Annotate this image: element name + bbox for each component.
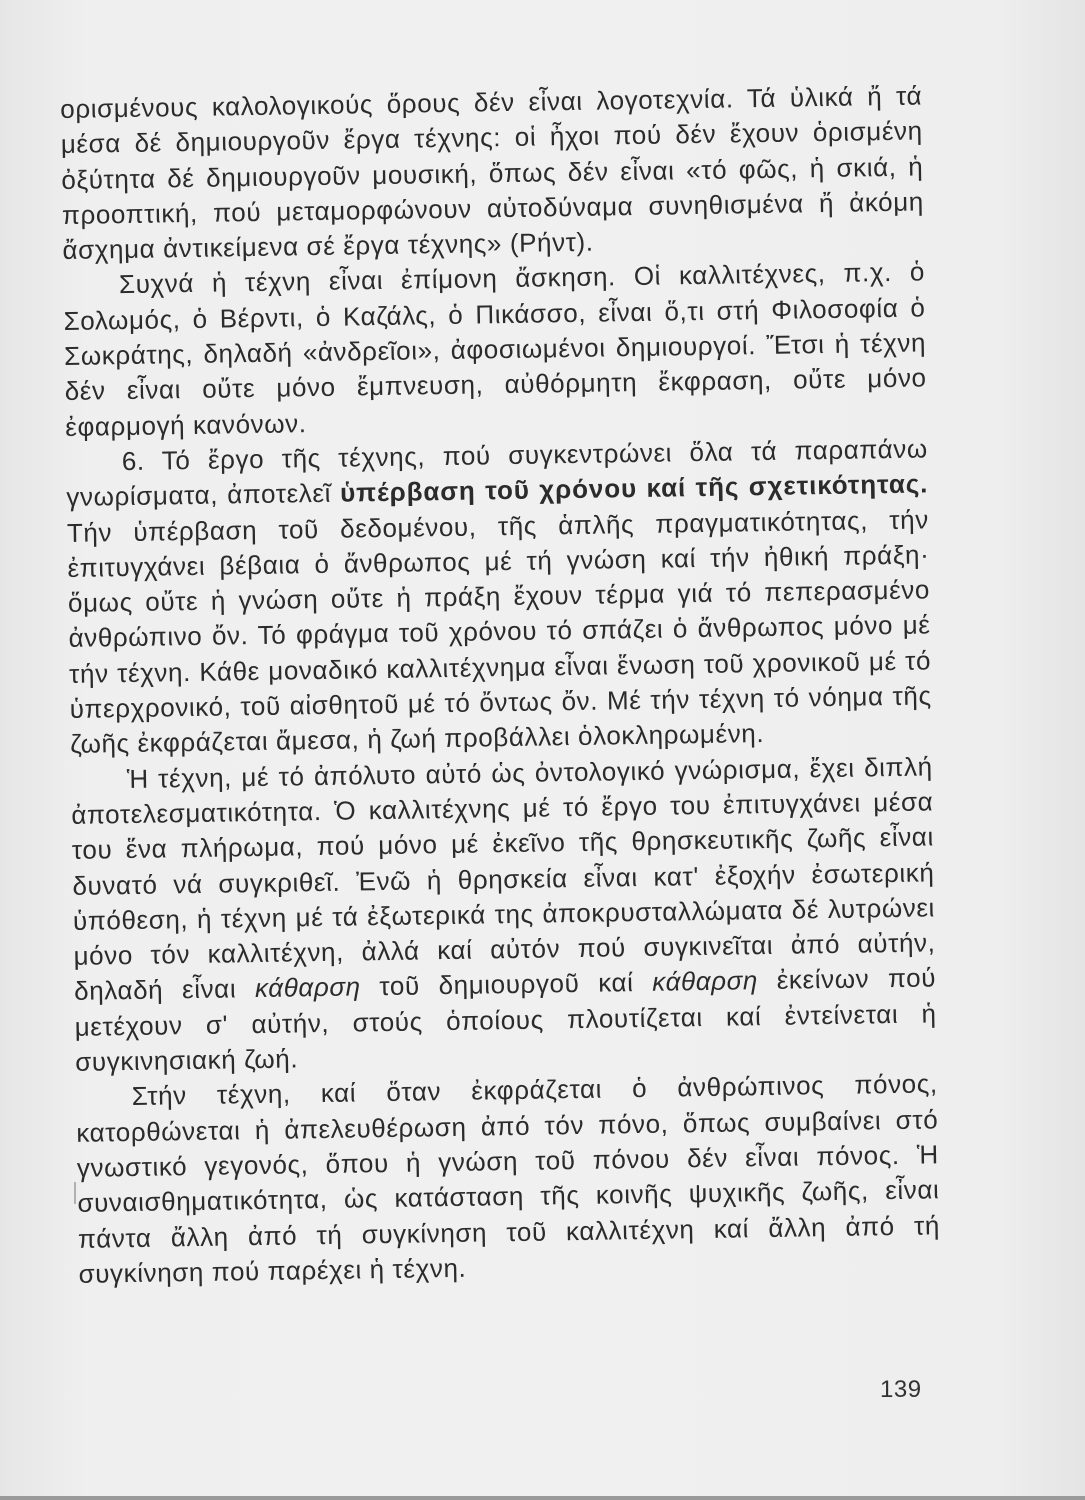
margin-speck	[1045, 305, 1051, 315]
paragraph-3-emphasis: ὑπέρβαση τοῦ χρόνου καί τῆς σχετικότητας.	[339, 468, 929, 508]
paragraph-4	[71, 749, 938, 1080]
paragraph-5: Στήν τέχνη, καί ὅταν ἐκφράζεται ὁ ἀνθρώπινος πόνος, κατορθώνεται ἡ ἀπελευθέρωση ἀπό τόν πόνο, ὅπως συμβαίνει στό γνωστικό γεγονός, ὅπου ἡ γνώση τοῦ πόνου δέν εἶναι πόνος. Ἡ συναισθηματικότητα, ὡς κατάσταση τῆς κοινῆς ψυχικῆς ζωῆς, εἶναι πάντα ἄλλη ἀπό τή συγκίνηση τοῦ καλλιτέχνη καί ἄλλη ἀπό τή συγκίνηση πού παρέχει ἡ τέχνη.	[76, 1068, 941, 1289]
paragraph-3	[66, 431, 933, 762]
paragraph-4-before: Ἡ τέχνη, μέ τό ἀπόλυτο αὐτό ὡς ὀντολογικό γνώρισμα, ἔχει διπλή ἀποτελεσματικότητα. Ὁ καλλιτέχνης μέ τό ἔργο του ἐπιτυγχάνει μέσα του ἕνα πλήρωμα, πού μόνο μέ ἐκεῖνο τῆς θρησκευτικῆς ζωῆς εἶναι δυνατό νά συγκριθεῖ. Ἐνῶ ἡ θρησκεία εἶναι κατ' ἐξοχήν ἐσωτερική ὑπόθεση, ἡ τέχνη μέ τά ἐξωτερικά της ἀποκρυσταλλώματα δέ λυτρώνει μόνο τόν καλλιτέχνη, ἀλλά καί αὐτόν πού συγκινεῖται ἀπό αὐτήν, δηλαδή εἶναι	[71, 751, 936, 1007]
paragraph-1: ορισμένους καλολογικούς ὅρους δέν εἶναι λογοτεχνία. Τά ὑλικά ἤ τά μέσα δέ δημιουργοῦν ἔργα τέχνης: οἱ ἦχοι πού δέν ἔχουν ὁρισμένη ὀξύτητα δέ δημιουργοῦν μουσική, ὅπως δέν εἶναι «τό φῶς, ἡ σκιά, ἡ προοπτική, πού μεταμορφώνουν αὐτοδύναμα συνηθισμένα ἤ ἀκόμη ἄσχημα ἀντικείμενα σέ ἔργα τέχνης» (Ρήντ).	[60, 80, 925, 266]
paragraph-4-italic-katharsi-1: κάθαρση	[254, 971, 361, 1004]
page-bottom-edge	[0, 1496, 1085, 1500]
paragraph-3-rest: Τήν ὑπέρβαση τοῦ δεδομένου, τῆς ἁπλῆς πραγματικότητας, τήν ἐπιτυγχάνει βέβαια ὁ ἄνθρωπος μέ τή γνώση καί τήν ἠθική πράξη· ὅμως οὔτε ἡ γνώση οὔτε ἡ πράξη ἔχουν τέρμα γιά τό πεπερασμένο ἀνθρώπινο ὄν. Τό φράγμα τοῦ χρόνου τό σπάζει ὁ ἄνθρωπος μόνο μέ τήν τέχνη. Κάθε μοναδικό καλλιτέχνημα εἶναι ἕνωση τοῦ χρονικοῦ μέ τό ὑπερχρονικό, τοῦ αἰσθητοῦ μέ τό ὄντως ὄν. Μέ τήν τέχνη τό νόημα τῆς ζωῆς ἐκφράζεται ἄμεσα, ἡ ζωή προβάλλει ὁλοκληρωμένη.	[66, 503, 932, 760]
margin-line-mark	[74, 1182, 76, 1204]
paragraph-3-intro: 6. Τό ἔργο τῆς τέχνης, πού συγκεντρώνει ὅλα τά παραπάνω γνωρίσματα, ἀποτελεῖ	[66, 433, 928, 513]
body-text	[60, 78, 941, 1291]
paragraph-4-italic-katharsi-2: κάθαρση	[652, 965, 759, 998]
page-number: 139	[880, 1376, 922, 1403]
paragraph-4-middle: τοῦ δημιουργοῦ καί	[360, 967, 653, 1002]
paragraph-2: Συχνά ἡ τέχνη εἶναι ἐπίμονη ἄσκηση. Οἱ καλλιτέχνες, π.χ. ὁ Σολωμός, ὁ Βέρντι, ὁ Καζάλς, ὁ Πικάσσο, εἶναι ὅ,τι στή Φιλοσοφία ὁ Σωκράτης, δηλαδή «ἀνδρεῖοι», ἀφοσιωμένοι δημιουργοί. Ἔτσι ἡ τέχνη δέν εἶναι οὔτε μόνο ἔμπνευση, αὐθόρμητη ἔκφραση, οὔτε μόνο ἐφαρμογή κανόνων.	[63, 256, 927, 442]
paragraph-4-after: ἐκείνων πού μετέχουν σ' αὐτήν, στούς ὁποίους πλουτίζεται καί ἐντείνεται ἡ συγκινησιακή ζωή.	[74, 962, 937, 1077]
